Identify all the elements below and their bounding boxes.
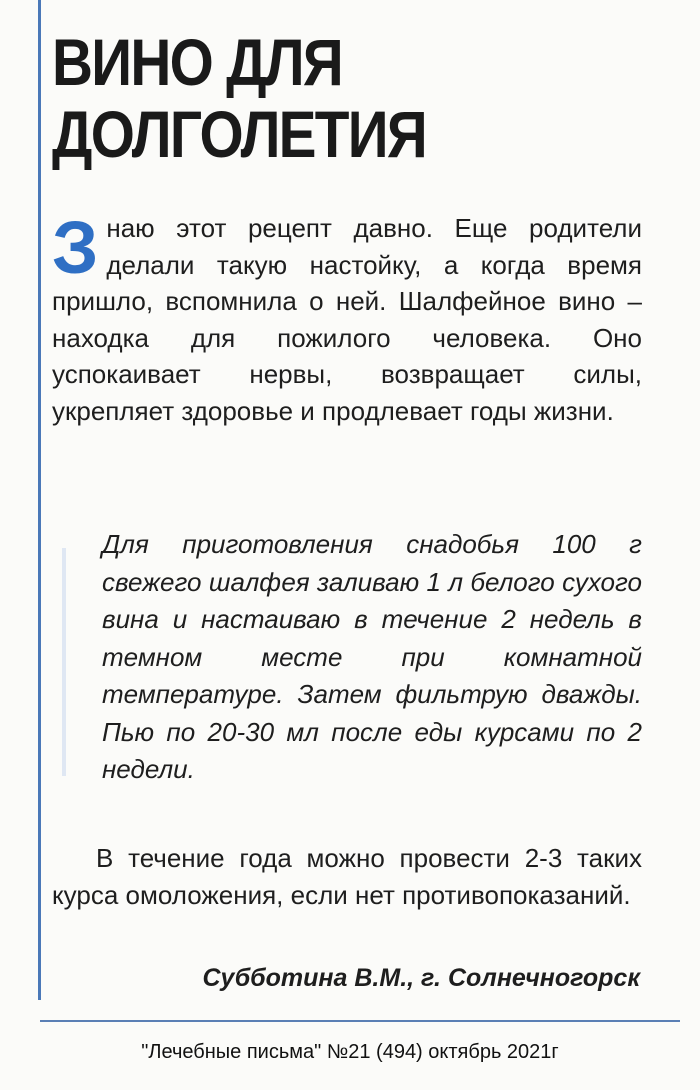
drop-cap: З	[52, 206, 99, 289]
headline-line-1: ВИНО ДЛЯ	[52, 25, 342, 99]
bottom-divider	[40, 1020, 680, 1022]
author-signature: Субботина В.М., г. Солнечногорск	[202, 964, 640, 992]
closing-paragraph: В течение года можно провести 2-3 таких курса омоложения, если нет противопоказаний.	[52, 843, 642, 910]
recipe-paragraph: Для приготовления снадобья 100 г свежего шалфея заливаю 1 л белого сухого вина и настаиваю в течение 2 недель в темном месте при комнатной температуре. Затем фильтрую дважды. Пью по 20-30 мл после еды курсами по 2 недели.	[102, 529, 642, 784]
left-accent-rule	[38, 0, 41, 1000]
source-citation: "Лечебные письма" №21 (494) октябрь 2021г	[141, 1041, 559, 1063]
headline	[52, 26, 568, 170]
intro-paragraph	[52, 206, 642, 429]
quote-accent-rule	[62, 548, 66, 776]
intro-text: наю этот рецепт давно. Еще родители делали такую настойку, а когда время пришло, вспомнила о ней. Шалфейное вино – находка для пожилого человека. Оно успокаивает нервы, возвращает силы, укрепляет здоровье и продлевает годы жизни.	[52, 213, 642, 426]
headline-line-2: ДОЛГОЛЕТИЯ	[52, 97, 426, 171]
